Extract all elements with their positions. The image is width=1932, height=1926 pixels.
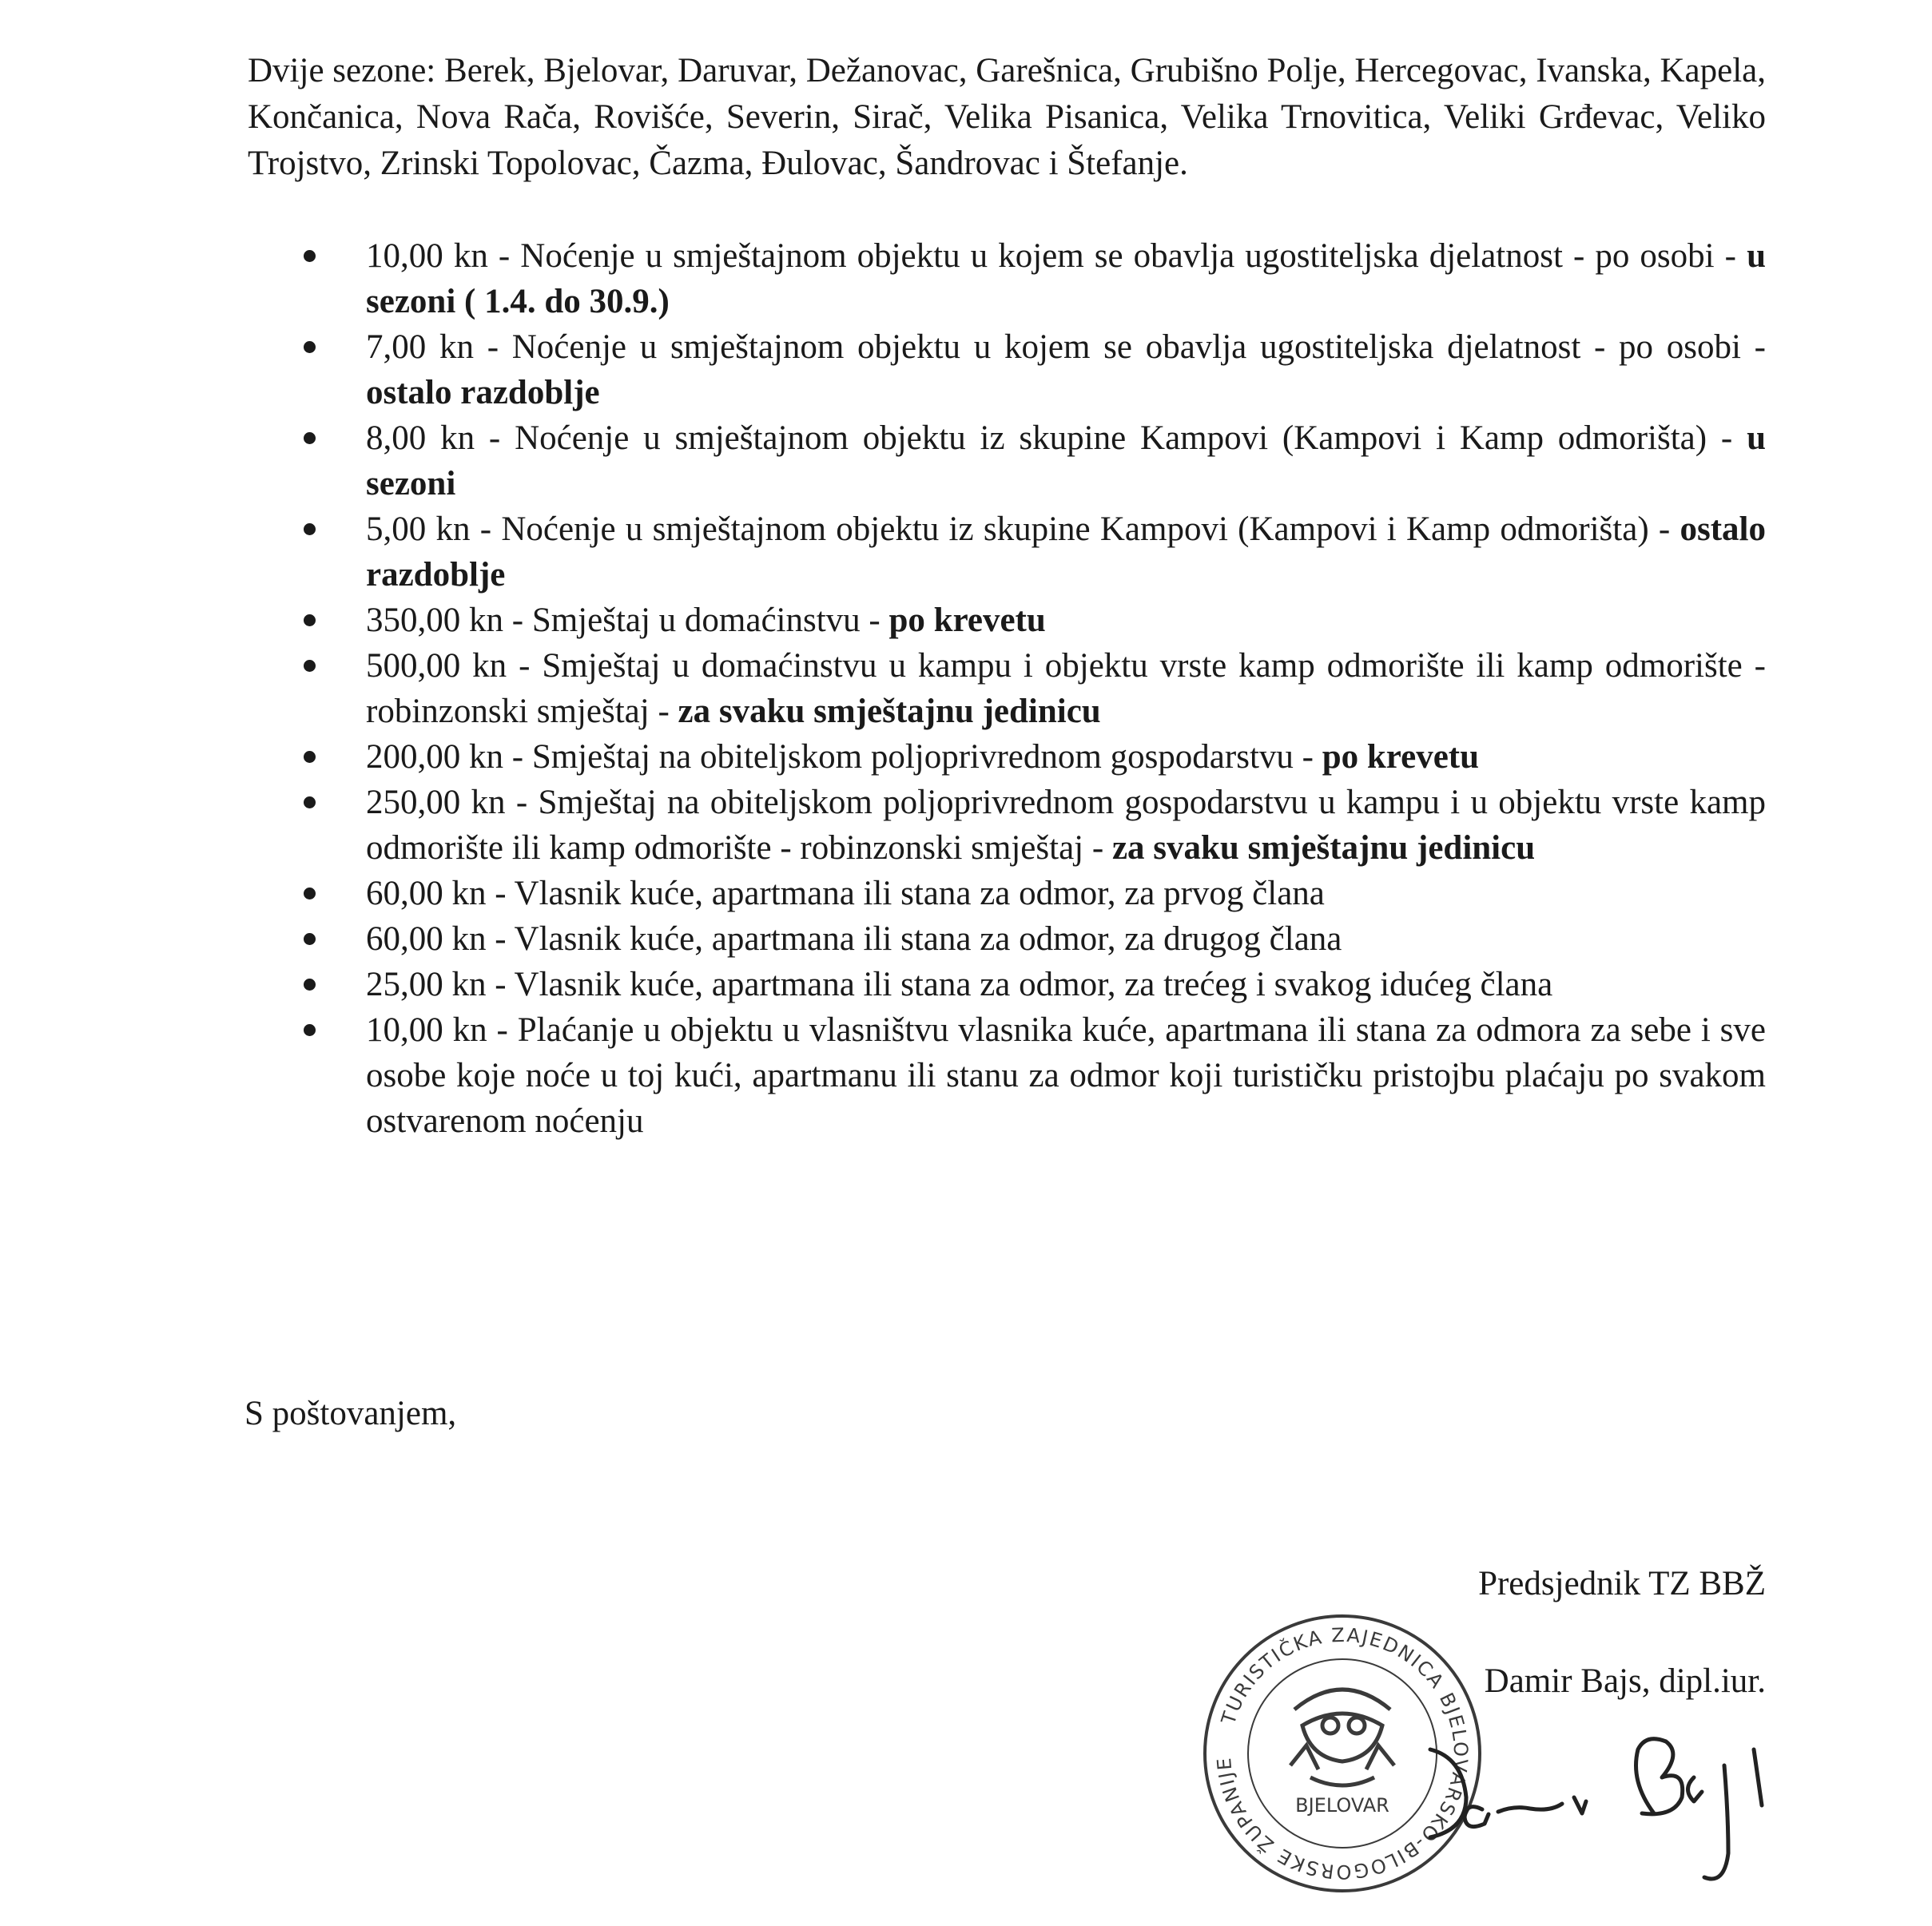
- item-emphasis: u sezoni: [366, 419, 1766, 502]
- bullet-icon: [304, 888, 316, 899]
- item-text: 60,00 kn - Vlasnik kuće, apartmana ili stana za odmor, za prvog člana: [366, 875, 1325, 912]
- stamp-emblem-icon: [1290, 1690, 1394, 1785]
- list-item: [304, 643, 1766, 734]
- list-item: [304, 734, 1766, 780]
- list-item: [304, 233, 1766, 324]
- list-item: [304, 871, 1766, 916]
- list-item: [304, 506, 1766, 598]
- list-item: [304, 415, 1766, 506]
- item-text: 5,00 kn - Noćenje u smještajnom objektu iz skupine Kampovi (Kampovi i Kamp odmorišta) -: [366, 510, 1680, 548]
- bullet-icon: [304, 660, 316, 672]
- closing-salutation: S poštovanjem,: [244, 1395, 457, 1432]
- item-emphasis: u sezoni ( 1.4. do 30.9.): [366, 237, 1766, 320]
- bullet-icon: [304, 751, 316, 763]
- item-text: 25,00 kn - Vlasnik kuće, apartmana ili stana za odmor, za trećeg i svakog idućeg člana: [366, 966, 1553, 1003]
- handwritten-signature: [1414, 1718, 1782, 1901]
- item-text: 8,00 kn - Noćenje u smještajnom objektu iz skupine Kampovi (Kampovi i Kamp odmorišta) -: [366, 419, 1747, 457]
- bullet-icon: [304, 979, 316, 991]
- item-emphasis: po krevetu: [1322, 738, 1480, 776]
- list-item: [304, 962, 1766, 1007]
- list-item: [304, 598, 1766, 643]
- item-emphasis: ostalo razdoblje: [366, 510, 1766, 594]
- bullet-icon: [304, 614, 316, 626]
- item-text: 500,00 kn - Smještaj u domaćinstvu u kampu i objektu vrste kamp odmorište ili kamp odmorište - robinzonski smještaj -: [366, 647, 1766, 730]
- bullet-icon: [304, 250, 316, 262]
- item-emphasis: za svaku smještajnu jedinicu: [678, 693, 1101, 730]
- item-text: 10,00 kn - Plaćanje u objektu u vlasništvu vlasnika kuće, apartmana ili stana za odmora za sebe i sve osobe koje noće u toj kući, apartmanu ili stanu za odmor koji turističku pristojbu plaćaju po svakom ostvarenom noćenju: [366, 1011, 1766, 1140]
- stamp-city: BJELOVAR: [1295, 1794, 1389, 1817]
- item-text: 10,00 kn - Noćenje u smještajnom objektu u kojem se obavlja ugostiteljska djelatnost - po osobi -: [366, 237, 1747, 275]
- item-text: 350,00 kn - Smještaj u domaćinstvu -: [366, 602, 889, 639]
- item-emphasis: ostalo razdoblje: [366, 374, 600, 411]
- list-item: [304, 324, 1766, 415]
- bullet-icon: [304, 933, 316, 945]
- item-text: 250,00 kn - Smještaj na obiteljskom poljoprivrednom gospodarstvu u kampu i u objektu vrste kamp odmorište ili kamp odmorište - robinzonski smještaj -: [366, 784, 1766, 867]
- bullet-icon: [304, 796, 316, 808]
- item-emphasis: po krevetu: [888, 602, 1046, 639]
- signatory-name: Damir Bajs, dipl.iur.: [1484, 1662, 1766, 1700]
- bullet-icon: [304, 1024, 316, 1036]
- intro-paragraph: Dvije sezone: Berek, Bjelovar, Daruvar, Dežanovac, Garešnica, Grubišno Polje, Hercegovac, Ivanska, Kapela, Končanica, Nova Rača, Rovišće, Severin, Sirač, Velika Pisanica, Velika Trnovitica, Veliki Grđevac, Veliko Trojstvo, Zrinski Topolovac, Čazma, Đulovac, Šandrovac i Štefanje.: [248, 52, 1766, 182]
- item-text: 7,00 kn - Noćenje u smještajnom objektu u kojem se obavlja ugostiteljska djelatnost - po osobi -: [366, 328, 1766, 366]
- signatory-title: Predsjednik TZ BBŽ: [1478, 1565, 1766, 1602]
- list-item: [304, 916, 1766, 962]
- tax-rate-list: [304, 233, 1766, 1144]
- item-text: 60,00 kn - Vlasnik kuće, apartmana ili stana za odmor, za drugog člana: [366, 920, 1342, 958]
- bullet-icon: [304, 341, 316, 353]
- bullet-icon: [304, 432, 316, 444]
- item-emphasis: za svaku smještajnu jedinicu: [1111, 829, 1536, 867]
- list-item: [304, 1007, 1766, 1144]
- bullet-icon: [304, 523, 316, 535]
- stamp-ring-text: TURISTIČKA ZAJEDNICA BJELOVARSKO-BILOGORSKE ŽUPANIJE: [1212, 1623, 1473, 1884]
- item-text: 200,00 kn - Smještaj na obiteljskom poljoprivrednom gospodarstvu -: [366, 738, 1322, 776]
- list-item: [304, 780, 1766, 871]
